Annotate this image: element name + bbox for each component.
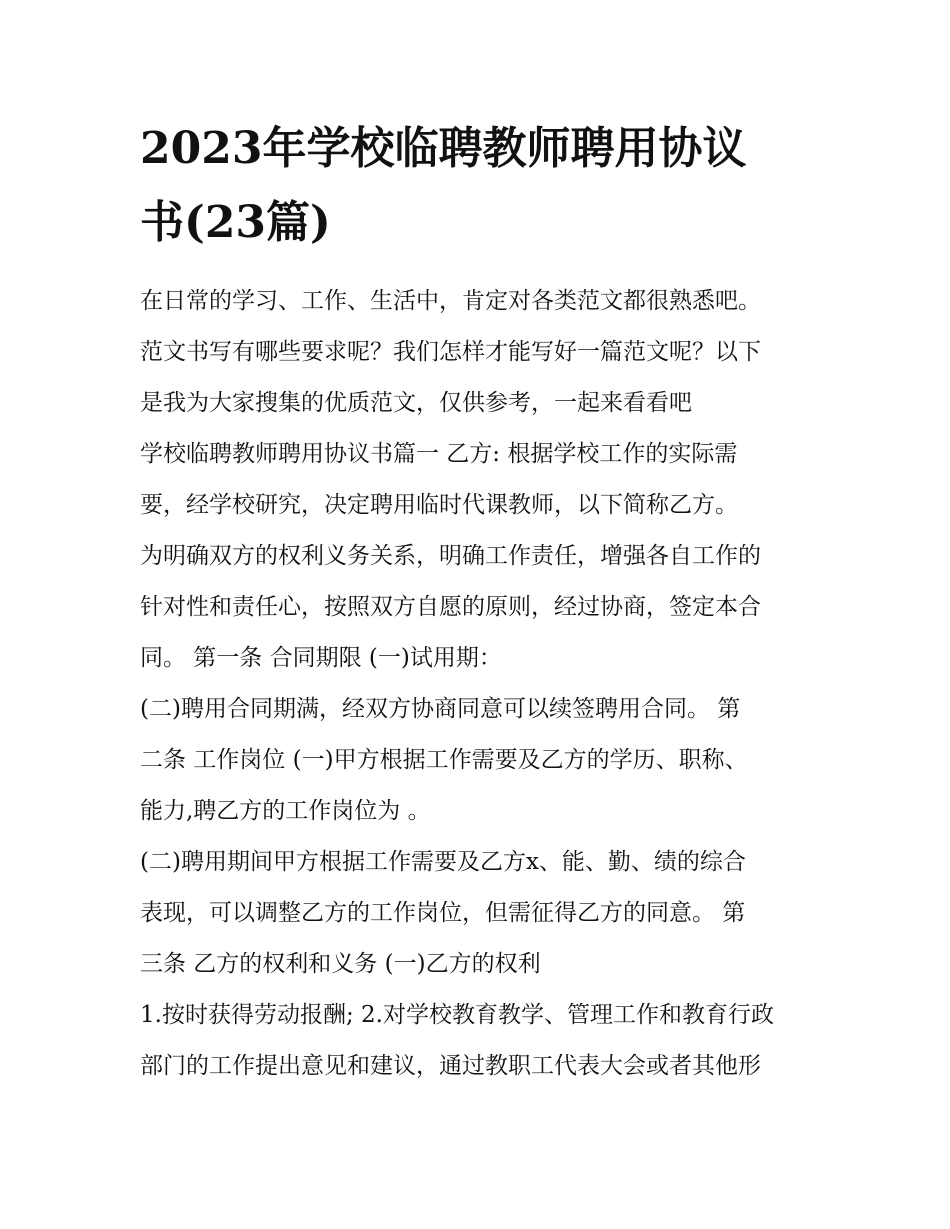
body-line: 1.按时获得劳动报酬; 2.对学校教育教学、管理工作和教育行政	[140, 1002, 774, 1028]
title-line-2: 书(23篇)	[140, 197, 331, 248]
document-title	[140, 112, 820, 260]
body-line: 在日常的学习、工作、生活中，肯定对各类范文都很熟悉吧。	[140, 288, 761, 314]
body-line: 要，经学校研究，决定聘用临时代课教师，以下简称乙方。	[140, 492, 738, 518]
body-line: 能力,聘乙方的工作岗位为 。	[140, 798, 431, 824]
body-line: 三条 乙方的权利和义务 (一)乙方的权利	[140, 951, 541, 977]
title-line-1: 2023年学校临聘教师聘用协议	[140, 123, 747, 174]
body-line: 表现，可以调整乙方的工作岗位，但需征得乙方的同意。 第	[140, 900, 746, 926]
body-line: 二条 工作岗位 (一)甲方根据工作需要及乙方的学历、职称、	[140, 747, 748, 773]
document-body	[140, 276, 820, 1092]
body-line: 学校临聘教师聘用协议书篇一 乙方: 根据学校工作的实际需	[140, 441, 738, 467]
body-line: 范文书写有哪些要求呢？我们怎样才能写好一篇范文呢？以下	[140, 339, 761, 365]
body-line: 为明确双方的权利义务关系，明确工作责任，增强各自工作的	[140, 543, 761, 569]
body-line: 部门的工作提出意见和建议，通过教职工代表大会或者其他形	[140, 1053, 761, 1079]
body-line: 针对性和责任心，按照双方自愿的原则，经过协商，签定本合	[140, 594, 761, 620]
body-line: 同。 第一条 合同期限 (一)试用期：	[140, 645, 502, 671]
body-line: 是我为大家搜集的优质范文，仅供参考，一起来看看吧	[140, 390, 692, 416]
body-line: (二)聘用期间甲方根据工作需要及乙方x、能、勤、绩的综合	[140, 849, 746, 875]
body-line: (二)聘用合同期满，经双方协商同意可以续签聘用合同。 第	[140, 696, 741, 722]
